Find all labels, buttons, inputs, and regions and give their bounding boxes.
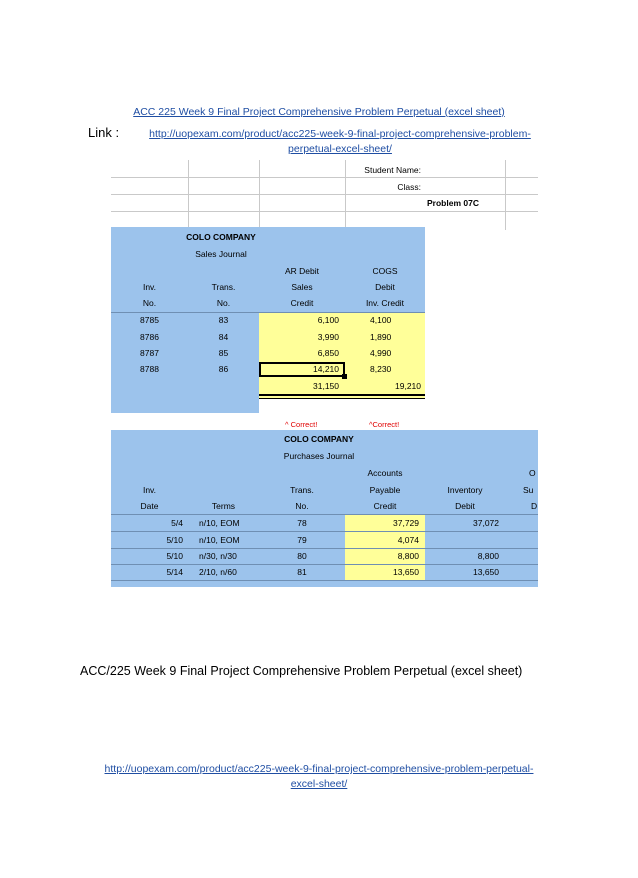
sales-row1-inv: 8785	[140, 315, 159, 325]
purchases-row2-trans: 79	[297, 535, 307, 545]
bottom-link-line2[interactable]: excel-sheet/	[290, 778, 348, 790]
sales-row2-sales: 3,990	[317, 332, 339, 342]
sales-h3-col1: No.	[142, 298, 157, 308]
purchases-journal-title: Purchases Journal	[283, 451, 355, 461]
sales-row4-cogs: 8,230	[370, 364, 392, 374]
bottom-title: ACC/225 Week 9 Final Project Comprehensive Problem Perpetual (excel sheet)	[80, 664, 523, 678]
purchases-row1-date: 5/4	[171, 518, 183, 528]
sales-h2-col4: Debit	[375, 282, 395, 292]
sales-h1-col4: COGS	[372, 266, 398, 276]
sales-h2-col1: Inv.	[142, 282, 157, 292]
purchases-row4-terms: 2/10, n/60	[199, 567, 237, 577]
purchases-row2-terms: n/10, EOM	[199, 535, 240, 545]
purchases-row1-trans: 78	[297, 518, 307, 528]
sales-row4-inv: 8788	[140, 364, 159, 374]
sales-h1-col3: AR Debit	[284, 266, 319, 276]
correct-note-1: ^ Correct!	[285, 420, 318, 429]
problem-label: Problem 07C	[427, 198, 479, 208]
purchases-row1-ap: 37,729	[393, 518, 419, 528]
top-title-link[interactable]: ACC 225 Week 9 Final Project Comprehensive Problem Perpetual (excel sheet)	[133, 106, 505, 118]
sales-row3-cogs: 4,990	[370, 348, 392, 358]
purchases-row3-inv: 8,800	[477, 551, 499, 561]
bottom-link-line1[interactable]: http://uopexam.com/product/acc225-week-9-final-project-comprehensive-problem-perpetual-	[104, 763, 534, 775]
product-link[interactable]	[120, 127, 560, 157]
sales-row3-trans: 85	[218, 348, 229, 358]
correct-note-2: ^Correct!	[369, 420, 400, 429]
sales-row2-trans: 84	[218, 332, 229, 342]
sales-row3-sales: 6,850	[317, 348, 339, 358]
purchases-row1-inv: 37,072	[473, 518, 499, 528]
sales-row2-inv: 8786	[140, 332, 159, 342]
sales-row1-trans: 83	[218, 315, 229, 325]
link-prefix-label: Link :	[88, 125, 120, 140]
purchases-row3-terms: n/30, n/30	[199, 551, 237, 561]
sales-h2-col3: Sales	[291, 282, 313, 292]
purchases-h1-col4: Accounts	[367, 468, 403, 478]
purchases-h2-col4: Payable	[369, 485, 401, 495]
purchases-row4-trans: 81	[297, 567, 307, 577]
sales-row1-cogs: 4,100	[370, 315, 392, 325]
purchases-h3-col1: Date	[140, 501, 159, 511]
purchases-h3-col2: Terms	[211, 501, 236, 511]
product-link-line1[interactable]: http://uopexam.com/product/acc225-week-9-final-project-comprehensive-problem-	[149, 128, 531, 140]
purchases-h1-col6: O	[529, 468, 536, 478]
spreadsheet-screenshot	[111, 160, 538, 587]
purchases-h2-col3: Trans.	[290, 485, 314, 495]
purchases-row1-terms: n/10, EOM	[199, 518, 240, 528]
sales-h3-col3: Credit	[290, 298, 314, 308]
student-name-label: Student Name:	[364, 165, 421, 175]
purchases-row4-date: 5/14	[166, 567, 183, 577]
purchases-row2-ap: 4,074	[397, 535, 419, 545]
purchases-h2-col1: Inv.	[142, 485, 157, 495]
purchases-h3-col3: No.	[295, 501, 309, 511]
sales-journal-title: Sales Journal	[195, 249, 247, 259]
purchases-row2-date: 5/10	[166, 535, 183, 545]
sales-total-cogs: 19,210	[395, 381, 421, 391]
product-link-line2[interactable]: perpetual-excel-sheet/	[288, 143, 392, 155]
purchases-row3-trans: 80	[297, 551, 307, 561]
sales-h3-col2: No.	[216, 298, 231, 308]
purchases-h3-col5: Debit	[455, 501, 475, 511]
class-label: Class:	[397, 182, 421, 192]
sales-row2-cogs: 1,890	[370, 332, 392, 342]
bottom-link[interactable]	[0, 762, 638, 792]
purchases-h3-col4: Credit	[373, 501, 397, 511]
sales-total-sales: 31,150	[313, 381, 339, 391]
sales-h2-col2: Trans.	[211, 282, 236, 292]
purchases-h2-col6: Su	[523, 485, 534, 495]
purchases-row4-ap: 13,650	[393, 567, 419, 577]
purchases-company: COLO COMPANY	[284, 434, 354, 444]
sales-row1-sales: 6,100	[317, 315, 339, 325]
sales-h3-col4: Inv. Credit	[365, 298, 405, 308]
purchases-row3-ap: 8,800	[397, 551, 419, 561]
purchases-h3-col6: D	[531, 501, 538, 511]
sales-row4-sales-selected-cell[interactable]: 14,210	[313, 364, 339, 374]
purchases-row4-inv: 13,650	[473, 567, 499, 577]
sales-company: COLO COMPANY	[186, 232, 256, 242]
purchases-row3-date: 5/10	[166, 551, 183, 561]
purchases-h2-col5: Inventory	[447, 485, 483, 495]
sales-row3-inv: 8787	[140, 348, 159, 358]
sales-row4-trans: 86	[218, 364, 229, 374]
